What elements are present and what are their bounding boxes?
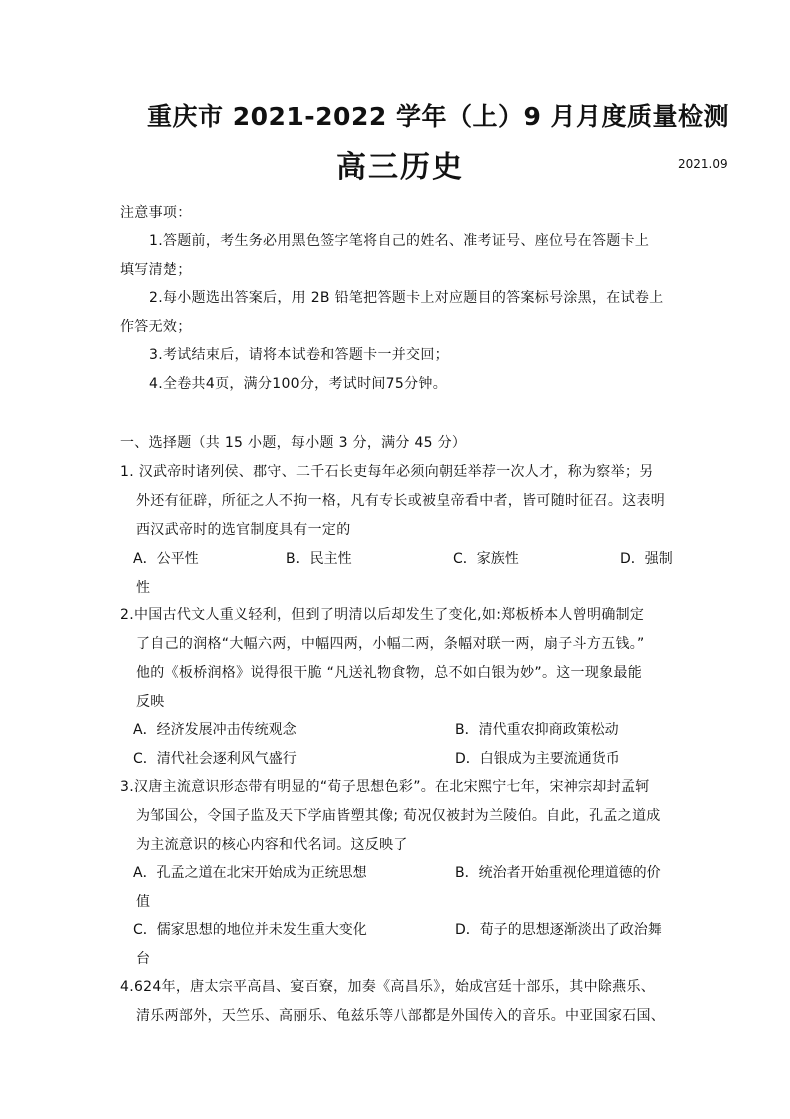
question-3-option-b: B．统治者开始重视伦理道德的价: [455, 865, 661, 881]
notice-item: 填写清楚；: [120, 262, 192, 278]
notice-item: 3.考试结束后，请将本试卷和答题卡一并交回；: [149, 347, 449, 363]
question-1-option-a: A．公平性: [133, 551, 199, 567]
question-1-option-b: B．民主性: [286, 551, 352, 567]
question-3-line: 3.汉唐主流意识形态带有明显的“荀子思想色彩”。在北宋熙宁七年，宋神宗却封孟轲: [120, 779, 650, 795]
question-1-line: 西汉武帝时的选官制度具有一定的: [136, 522, 351, 538]
notice-item: 2.每小题选出答案后，用 2B 铅笔把答题卡上对应题目的答案标号涂黑，在试卷上: [149, 290, 664, 306]
question-4-line: 4.624年，唐太宗平高昌、宴百寮，加奏《高昌乐》，始成宫廷十部乐，其中除燕乐、: [120, 979, 656, 995]
question-2-line: 2.中国古代文人重义轻利，但到了明清以后却发生了变化,如:郑板桥本人曾明确制定: [120, 607, 645, 623]
question-2-option-b: B．清代重农抑商政策松动: [455, 722, 619, 738]
notice-heading: 注意事项：: [120, 205, 192, 221]
question-3-option-d: D．荀子的思想逐渐淡出了政治舞: [455, 922, 662, 938]
question-2-line: 他的《板桥润格》说得很干脆 “凡送礼物食物，总不如白银为妙”。这一现象最能: [136, 665, 643, 681]
exam-date: 2021.09: [678, 157, 728, 171]
question-2-line: 反映: [136, 694, 165, 710]
question-1-option-d: D．强制: [620, 551, 673, 567]
exam-subject: 高三历史: [336, 150, 464, 185]
question-1-option-d-wrap: 性: [136, 580, 150, 596]
section-heading: 一、选择题（共 15 小题，每小题 3 分，满分 45 分）: [120, 435, 467, 451]
question-1-line: 外还有征辟，所征之人不拘一格，凡有专长或被皇帝看中者，皆可随时征召。这表明: [136, 493, 666, 509]
question-2-option-d: D．白银成为主要流通货币: [455, 751, 620, 767]
question-1-option-c: C．家族性: [453, 551, 519, 567]
exam-title: 重庆市 2021-2022 学年（上）9 月月度质量检测: [147, 102, 730, 131]
question-3-option-c: C．儒家思想的地位并未发生重大变化: [133, 922, 367, 938]
question-3-option-b-wrap: 值: [136, 894, 150, 910]
question-3-option-a: A．孔孟之道在北宋开始成为正统思想: [133, 865, 367, 881]
notice-item: 作答无效；: [120, 319, 192, 335]
question-3-line: 为主流意识的核心内容和代名词。这反映了: [136, 837, 408, 853]
notice-item: 1.答题前，考生务必用黑色签字笔将自己的姓名、准考证号、座位号在答题卡上: [149, 233, 650, 249]
question-3-line: 为邹国公，令国子监及天下学庙皆塑其像; 荀况仅被封为兰陵伯。自此，孔孟之道成: [136, 808, 661, 824]
question-4-line: 清乐两部外，天竺乐、高丽乐、龟兹乐等八部都是外国传入的音乐。中亚国家石国、: [136, 1008, 666, 1024]
question-2-line: 了自己的润格“大幅六两，中幅四两，小幅二两，条幅对联一两，扇子斗方五钱。”: [136, 636, 645, 652]
question-1-line: 1. 汉武帝时诸列侯、郡守、二千石长吏每年必须向朝廷举荐一次人才，称为察举；另: [120, 464, 654, 480]
question-2-option-c: C．清代社会逐利风气盛行: [133, 751, 297, 767]
question-2-option-a: A．经济发展冲击传统观念: [133, 722, 297, 738]
question-3-option-d-wrap: 台: [136, 951, 150, 967]
notice-item: 4.全卷共4页，满分100分，考试时间75分钟。: [149, 376, 447, 392]
